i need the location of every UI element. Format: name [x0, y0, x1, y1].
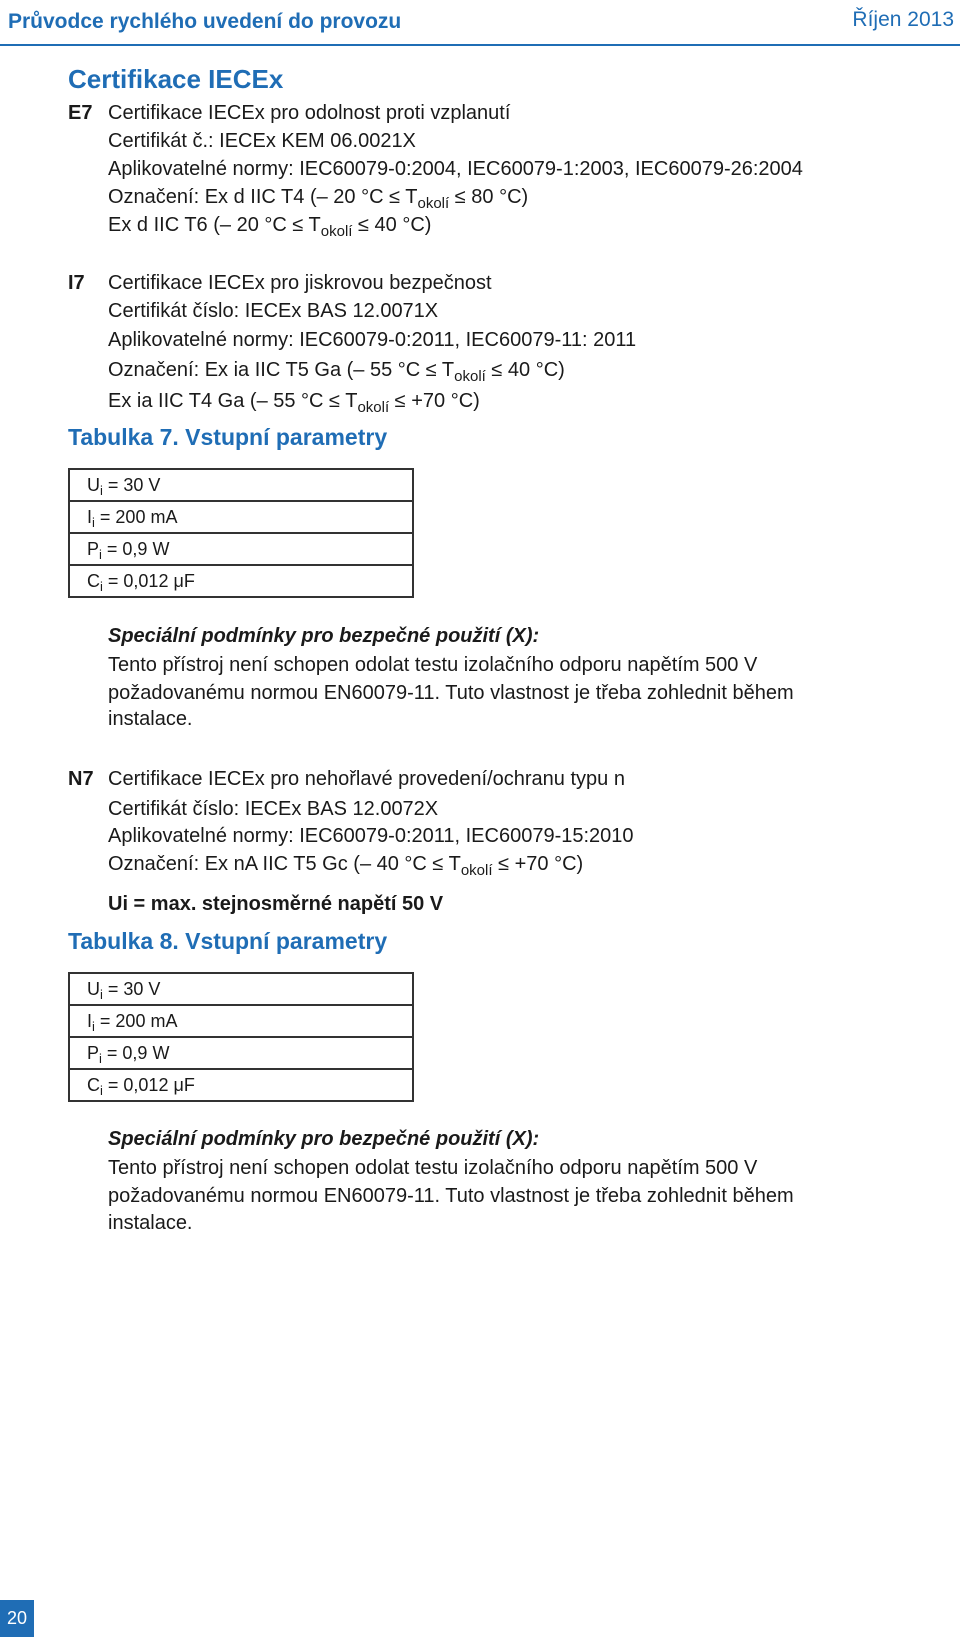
table-cell: $P_i = 0,9$ W [69, 1037, 413, 1069]
i7-standards: Aplikovatelné normy: IEC60079-0:2011, IEC60079-11: 2011 [108, 329, 637, 351]
table-7 [68, 468, 414, 598]
e7-certificate: Certifikát č.: IECEx KEM 06.0021X [108, 130, 416, 152]
table-row [69, 469, 413, 501]
table-row [69, 501, 413, 533]
document-title: Průvodce rychlého uvedení do provozu [8, 10, 402, 33]
section-title: Certifikace IECEx [68, 64, 284, 94]
page-number: 20 [0, 1600, 34, 1637]
table-cell: $P_i = 0,9$ W [69, 533, 413, 565]
table-cell: $I_i = 200$ mA [69, 1005, 413, 1037]
special-conditions-text-1a: Tento přístroj není schopen odolat testu izolačního odporu napětím 500 V [108, 654, 758, 676]
i7-marking-1: Označení: Ex ia IIC T5 Ga (– 55 $^\circ C \le T_{okolí} \le 40$ °C) [108, 359, 565, 385]
e7-title: Certifikace IECEx pro odolnost proti vzplanutí [108, 102, 511, 124]
special-conditions-heading-2: Speciální podmínky pro bezpečné použití (X): [108, 1128, 540, 1150]
table-row [69, 533, 413, 565]
i7-title: Certifikace IECEx pro jiskrovou bezpečnost [108, 272, 492, 294]
table-row [69, 1069, 413, 1101]
table-cell: $I_i = 200$ mA [69, 501, 413, 533]
header-divider [0, 44, 960, 46]
table-cell: $C_i = 0,012$ μF [69, 1069, 413, 1101]
page-header [0, 0, 960, 46]
i7-code: I7 [68, 272, 85, 294]
table-row [69, 973, 413, 1005]
n7-marking: Označení: Ex nA IIC T5 Gc (– 40 $^\circ C \le T_{okolí} \le +70$ °C) [108, 853, 584, 879]
table-7-title: Tabulka 7. Vstupní parametry [68, 424, 388, 450]
e7-marking-2: Ex d IIC T6 (– 20 $^\circ C \le T_{okolí} \le 40$ °C) [108, 214, 432, 240]
n7-title: Certifikace IECEx pro nehořlavé provedení/ochranu typu n [108, 768, 625, 790]
special-conditions-text-2c: instalace. [108, 1212, 193, 1234]
table-cell: $C_i = 0,012$ μF [69, 565, 413, 597]
special-conditions-text-2a: Tento přístroj není schopen odolat testu izolačního odporu napětím 500 V [108, 1157, 758, 1179]
table-8 [68, 972, 414, 1102]
e7-marking-1: Označení: Ex d IIC T4 (– 20 $^\circ C \le T_{okolí} \le 80$ °C) [108, 186, 529, 212]
special-conditions-heading-1: Speciální podmínky pro bezpečné použití (X): [108, 625, 540, 647]
special-conditions-text-1c: instalace. [108, 708, 193, 730]
e7-code: E7 [68, 102, 93, 124]
i7-marking-2: Ex ia IIC T4 Ga (– 55 $^\circ C \le T_{okolí} \le +70$ °C) [108, 390, 480, 416]
table-row [69, 565, 413, 597]
table-8-title: Tabulka 8. Vstupní parametry [68, 928, 388, 954]
n7-ui-note: Ui = max. stejnosměrné napětí 50 V [108, 893, 444, 915]
e7-standards: Aplikovatelné normy: IEC60079-0:2004, IEC60079-1:2003, IEC60079-26:2004 [108, 158, 803, 180]
document-date: Říjen 2013 [852, 8, 954, 31]
n7-certificate: Certifikát číslo: IECEx BAS 12.0072X [108, 798, 439, 820]
n7-code: N7 [68, 768, 94, 790]
table-cell: $U_i = 30$ V [69, 469, 413, 501]
special-conditions-text-2b: požadovanému normou EN60079-11. Tuto vlastnost je třeba zohlednit během [108, 1185, 794, 1207]
table-cell: $U_i = 30$ V [69, 973, 413, 1005]
table-row [69, 1037, 413, 1069]
table-row [69, 1005, 413, 1037]
i7-certificate: Certifikát číslo: IECEx BAS 12.0071X [108, 300, 439, 322]
special-conditions-text-1b: požadovanému normou EN60079-11. Tuto vlastnost je třeba zohlednit během [108, 682, 794, 704]
n7-standards: Aplikovatelné normy: IEC60079-0:2011, IEC60079-15:2010 [108, 825, 634, 847]
